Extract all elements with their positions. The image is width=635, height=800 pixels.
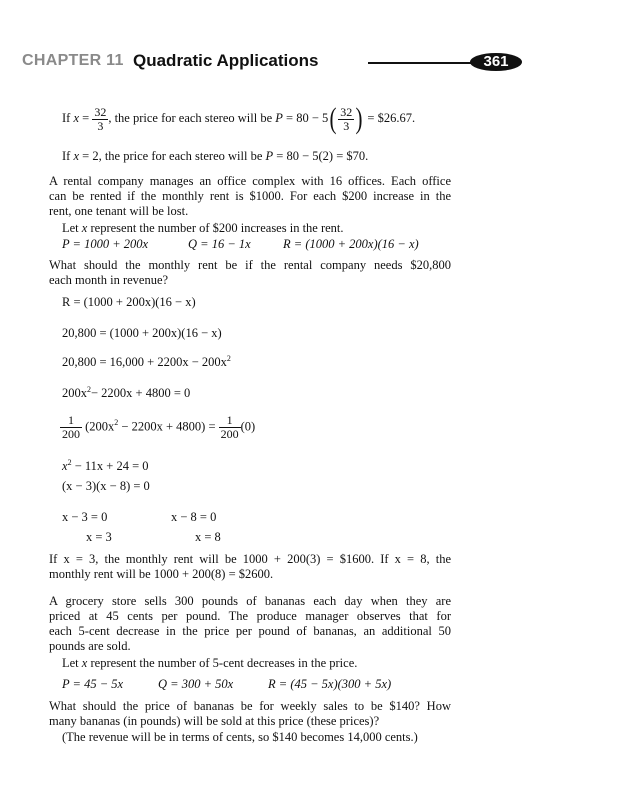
eq-p: P = 1000 + 200x xyxy=(62,237,149,251)
problem2-question-line: What should the price of bananas be for weekly sales to be $140? How xyxy=(49,699,451,713)
eq-q: Q = 16 − 1x xyxy=(188,237,251,251)
problem1-conclusion-line: If x = 3, the monthly rent will be 1000 + 200(3) = $1600. If x = 8, the xyxy=(49,552,451,566)
problem2-para-line: each 5-cent decrease in the price per pound of bananas, an additional 50 xyxy=(49,624,451,638)
step-multiply: $\frac{1}{200}$ $(200x^2 - 2200x + 4800)$ = $\frac{1}{200}$ (0) xyxy=(62,413,256,441)
eq-r: R = (45 − 5x)(300 + 5x) xyxy=(268,677,392,691)
case-b-1: x − 8 = 0 xyxy=(171,510,217,524)
page-header xyxy=(0,48,635,76)
page-number: 361 xyxy=(470,53,522,71)
step-2: 20,800 = (1000 + 200x)(16 − x) xyxy=(62,326,222,340)
problem1-para-line: can be rented if the monthly rent is $1000. For each $200 increase in the xyxy=(49,189,451,203)
step-1: R = (1000 + 200x)(16 − x) xyxy=(62,295,196,309)
eq-q: Q = 300 + 50x xyxy=(158,677,234,691)
problem2-question-line: many bananas (in pounds) will be sold at this price (these prices)? xyxy=(49,714,380,728)
problem1-para-line: rent, one tenant will be lost. xyxy=(49,204,189,218)
problem1-let: Let x represent the number of $200 increases in the rent. xyxy=(62,221,344,235)
problem2-para-line: pounds are sold. xyxy=(49,639,131,653)
stereo-line-1: If x = $\frac{32}{3}$ , the price for each stereo will be P = 80 − 5( $\frac{32}{3}$ ) = $26.67. xyxy=(62,102,416,135)
fraction: $\frac{1}{200}$ xyxy=(62,413,80,441)
case-b-2: x = 8 xyxy=(195,530,221,544)
fraction: $\frac{32}{3}$ xyxy=(340,104,353,133)
case-a-2: x = 3 xyxy=(86,530,112,544)
eq-p: P = 45 − 5x xyxy=(62,677,124,691)
problem2-let: Let x represent the number of 5-cent decreases in the price. xyxy=(62,656,358,670)
problem1-question-line: each month in revenue? xyxy=(49,273,169,287)
case-a-1: x − 3 = 0 xyxy=(62,510,108,524)
fraction: $\frac{1}{200}$ xyxy=(220,413,239,441)
step-simplified: $x^2 - 11x + 24 = 0$ xyxy=(62,457,149,473)
step-4: $200x^2- 2200x + 4800 = 0$ xyxy=(62,384,191,400)
fraction: $\frac{32}{3}$ xyxy=(94,104,107,133)
problem1-para-line: A rental company manages an office complex with 16 offices. Each office xyxy=(49,174,451,188)
problem2-note: (The revenue will be in terms of cents, so $140 becomes 14,000 cents.) xyxy=(62,730,418,744)
chapter-title: Quadratic Applications xyxy=(133,51,319,70)
problem1-question-line: What should the monthly rent be if the rental company needs $20,800 xyxy=(49,258,451,272)
problem2-para-line: A grocery store sells 300 pounds of bananas each day when they are xyxy=(49,594,451,608)
stereo-line-2: If x = 2, the price for each stereo will be P = 80 − 5(2) = $70. xyxy=(62,149,369,163)
step-3: $20,800 = 16,000 + 2200x - 200x^2$ xyxy=(62,353,231,369)
step-factored: (x − 3)(x − 8) = 0 xyxy=(62,479,150,493)
problem2-para-line: priced at 45 cents per pound. The produce manager observes that for xyxy=(49,609,451,623)
eq-r: R = (1000 + 200x)(16 − x) xyxy=(283,237,419,251)
problem1-conclusion-line: monthly rent will be 1000 + 200(8) = $2600. xyxy=(49,567,274,581)
chapter-label: CHAPTER 11 xyxy=(22,52,124,69)
